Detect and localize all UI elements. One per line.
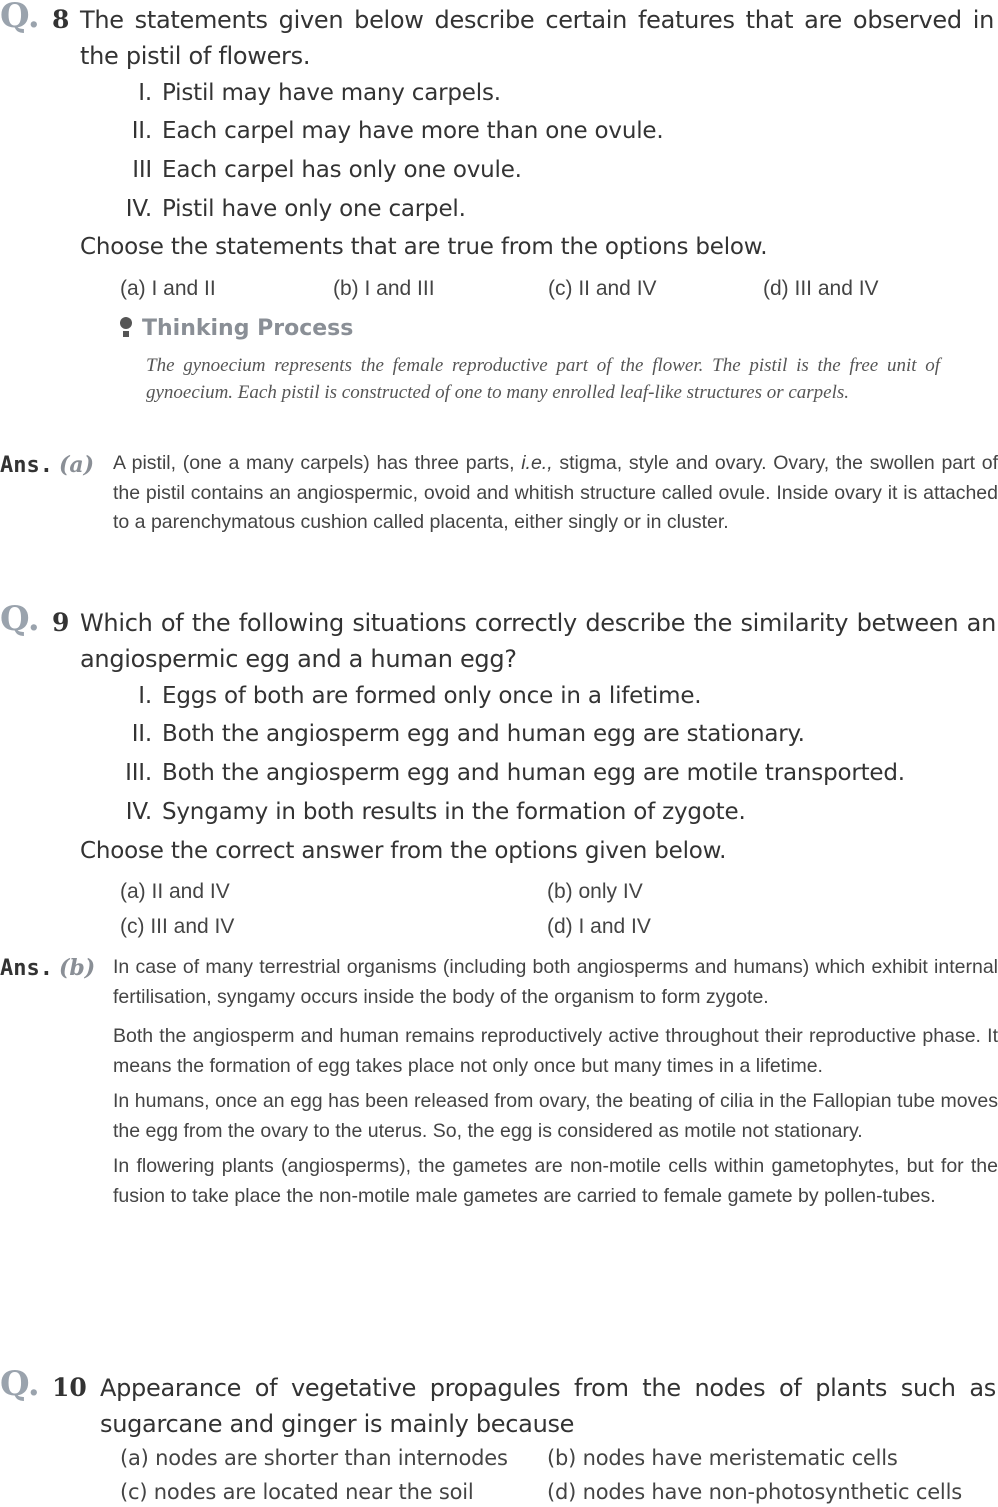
option-a: (a) I and II <box>120 277 216 300</box>
statement-number: III <box>132 157 152 183</box>
statement-text: Each carpel may have more than one ovule. <box>162 118 664 144</box>
answer-label <box>0 452 94 478</box>
question-text: The statements given below describe certain features that are observed in the pistil of flowers. <box>80 6 994 70</box>
question-8 <box>0 0 998 72</box>
question-8-header <box>0 2 998 74</box>
question-10-header <box>0 1364 998 1442</box>
statement-2 <box>92 721 805 747</box>
statement-3 <box>92 157 522 183</box>
statement-text: Each carpel has only one ovule. <box>162 157 522 183</box>
option-b: (b) nodes have meristematic cells <box>547 1446 898 1470</box>
statement-text: Syngamy in both results in the formation of zygote. <box>162 799 746 825</box>
statement-number: III. <box>125 760 152 786</box>
thinking-process-title <box>120 316 353 341</box>
question-mark-label: Q. <box>0 1364 40 1404</box>
option-d: (d) nodes have non-photosynthetic cells <box>547 1480 962 1504</box>
statement-text: Both the angiosperm egg and human egg are motile transported. <box>162 760 905 786</box>
statement-2 <box>92 118 663 144</box>
option-a: (a) nodes are shorter than internodes <box>120 1446 508 1470</box>
answer-letter: (a) <box>58 452 95 478</box>
statement-text: Pistil may have many carpels. <box>162 80 501 106</box>
question-9-header <box>0 599 998 677</box>
statement-number: II. <box>131 118 152 144</box>
option-c: (c) nodes are located near the soil <box>120 1480 474 1504</box>
statement-1 <box>92 683 701 709</box>
statement-3 <box>92 760 905 786</box>
statement-number: IV. <box>125 196 152 222</box>
question-text: Which of the following situations correctly describe the similarity between an angiospermic egg and a human egg? <box>80 609 996 673</box>
answer-letter: (b) <box>58 955 96 981</box>
question-10 <box>0 1364 998 1442</box>
answer-emphasis: i.e., <box>521 452 553 474</box>
choose-instruction: Choose the correct answer from the options given below. <box>80 838 727 864</box>
statement-number: I. <box>138 683 152 709</box>
lightbulb-icon <box>120 317 132 337</box>
question-number: 9 <box>52 608 70 637</box>
answer-label <box>0 955 95 981</box>
answer-text <box>113 449 998 538</box>
option-b: (b) I and III <box>333 277 435 300</box>
question-9 <box>0 599 998 677</box>
option-d: (d) I and IV <box>547 915 651 938</box>
answer-paragraph-3: In humans, once an egg has been released from ovary, the beating of cilia in the Fallopian tube moves the egg from the ovary to the uterus. So, the egg is considered as motile not stationary. <box>113 1090 998 1142</box>
thinking-process-label: Thinking Process <box>142 316 354 341</box>
answer-prefix: Ans. <box>0 453 53 478</box>
option-d: (d) III and IV <box>763 277 879 300</box>
answer-paragraph-1: In case of many terrestrial organisms (including both angiosperms and humans) which exhibit internal fertilisation, syngamy occurs inside the body of the organism to form zygote. <box>113 956 998 1008</box>
question-text: Appearance of vegetative propagules from the nodes of plants such as sugarcane and ginger is mainly because <box>100 1374 996 1438</box>
statement-1 <box>92 80 501 106</box>
choose-instruction: Choose the statements that are true from the options below. <box>80 234 768 260</box>
statement-4 <box>92 799 746 825</box>
question-mark-label: Q. <box>0 599 40 639</box>
statement-number: I. <box>138 80 152 106</box>
statement-number: IV. <box>125 799 152 825</box>
question-number: 8 <box>52 5 70 34</box>
answer-text <box>113 953 998 1211</box>
statement-text: Eggs of both are formed only once in a lifetime. <box>162 683 702 709</box>
option-c: (c) II and IV <box>548 277 657 300</box>
option-c: (c) III and IV <box>120 915 235 938</box>
answer-paragraph-4: In flowering plants (angiosperms), the gametes are non-motile cells within gametophytes, but for the fusion to take place the non-motile male gametes are carried to female gamete by pollen-tubes. <box>113 1155 998 1207</box>
answer-prefix: Ans. <box>0 956 53 981</box>
option-b: (b) only IV <box>547 880 643 903</box>
question-number: 10 <box>52 1373 87 1402</box>
thinking-process-text: The gynoecium represents the female reproductive part of the flower. The pistil is the free unit of gynoecium. Each pistil is constructed of one to many enrolled leaf-like structures or carpels. <box>146 355 940 403</box>
statement-text: Pistil have only one carpel. <box>162 196 466 222</box>
statement-4 <box>92 196 466 222</box>
answer-paragraph: A pistil, (one a many carpels) has three parts, i.e., stigma, style and ovary. Ovary, the swollen part of the pistil contains an angiospermic, ovoid and whitish structure called ovule. Inside ovary it is attached to a parenchymatous cushion called placenta, either singly or in cluster. <box>113 452 998 533</box>
answer-paragraph-2: Both the angiosperm and human remains reproductively active throughout their reproductive phase. It means the formation of egg takes place not only once but many times in a lifetime. <box>113 1025 998 1077</box>
option-a: (a) II and IV <box>120 880 230 903</box>
statement-number: II. <box>131 721 152 747</box>
statement-text: Both the angiosperm egg and human egg are stationary. <box>162 721 805 747</box>
question-mark-label: Q. <box>0 0 40 36</box>
